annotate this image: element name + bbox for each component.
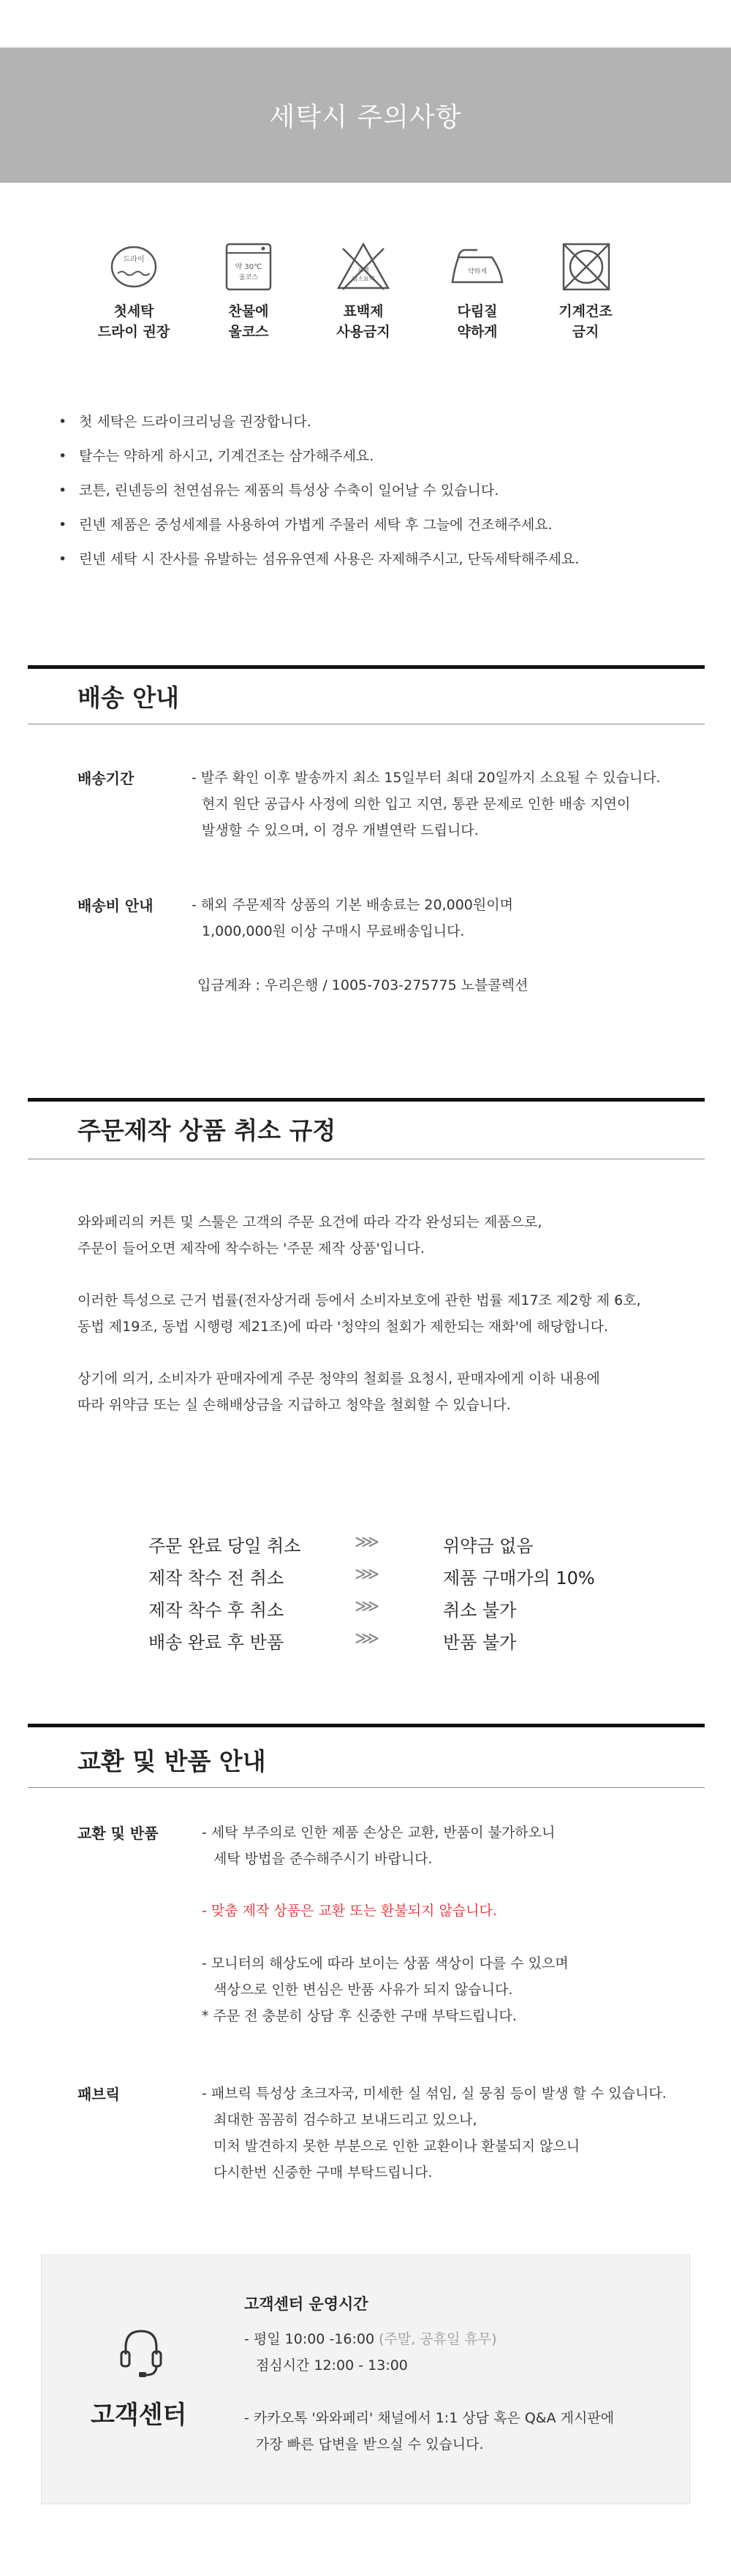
hand-wash-icon-text-1: 약 30℃ — [235, 263, 262, 271]
shipping-period-line: - 발주 확인 이후 발송까지 최소 15일부터 최대 20일까지 소요될 수 있습니다. — [192, 770, 661, 786]
arrow-icon: ⋙ — [355, 1564, 377, 1584]
exchange-line: 세탁 방법을 준수해주시기 바랍니다. — [213, 1851, 433, 1867]
care-label-line1: 표백제 — [343, 303, 384, 319]
fabric-line: 최대한 꼼꼼히 검수하고 보내드리고 있으나, — [213, 2112, 477, 2128]
headset-icon — [117, 2327, 165, 2381]
customer-center-label: 고객센터 — [91, 2401, 187, 2430]
dry-clean-icon-text: 드라이 — [123, 256, 145, 264]
dry-clean-icon — [105, 241, 163, 292]
no-bleach-icon-text-2: 염소표백 — [352, 276, 375, 282]
weekday-hours-text: - 평일 10:00 -16:00 — [244, 2331, 375, 2347]
monitor-line: * 주문 전 충분히 상담 후 신중한 구매 부탁드립니다. — [202, 2008, 517, 2024]
monitor-line: - 모니터의 해상도에 따라 보이는 상품 색상이 다를 수 있으며 — [202, 1955, 569, 1971]
arrow-icon: ⋙ — [355, 1628, 377, 1648]
cancel-rule-result: 제품 구매가의 10% — [443, 1568, 595, 1588]
care-note: • 탈수는 약하게 하시고, 기계건조는 삼가해주세요. — [58, 447, 374, 466]
care-label-line2: 금지 — [572, 324, 599, 340]
hand-wash-icon-text-2: 울코스 — [238, 274, 259, 281]
bank-account: 입금계좌 : 우리은행 / 1005-703-275775 노블콜렉션 — [197, 977, 529, 993]
cancel-paragraph-line: 동법 제19조, 동법 시행령 제21조)에 따라 '청약의 철회가 제한되는 재화'에 해당합니다. — [77, 1319, 609, 1335]
holiday-note: (주말, 공휴일 휴무) — [379, 2331, 497, 2347]
cancel-rule-result: 반품 불가 — [443, 1632, 517, 1653]
hours-title: 고객센터 운영시간 — [244, 2295, 368, 2313]
iron-low-icon — [448, 241, 507, 292]
cancel-rule-when: 제작 착수 후 취소 — [148, 1600, 284, 1621]
care-item-dry-clean — [83, 241, 185, 342]
page-header-banner — [0, 48, 731, 183]
shipping-period-line: 발생할 수 있으며, 이 경우 개별연락 드립니다. — [202, 822, 479, 838]
iron-icon-text: 약하게 — [467, 268, 488, 276]
shipping-fee-line: - 해외 주문제작 상품의 기본 배송료는 20,000원이며 — [192, 897, 513, 913]
cancel-rule-result: 위약금 없음 — [443, 1536, 534, 1556]
arrow-icon: ⋙ — [355, 1531, 377, 1552]
section-underline — [28, 1787, 705, 1788]
shipping-period-line: 현지 원단 공급사 사정에 의한 입고 지연, 통관 문제로 인한 배송 지연이 — [202, 796, 631, 812]
care-item-no-tumble-dry — [534, 241, 637, 342]
care-note: • 코튼, 린넨등의 천연섬유는 제품의 특성상 수축이 일어날 수 있습니다. — [58, 481, 499, 500]
cancel-paragraph-line: 와와페리의 커튼 및 스툴은 고객의 주문 요건에 따라 각각 완성되는 제품으로, — [77, 1214, 542, 1230]
care-note: • 린넨 세탁 시 잔사를 유발하는 섬유유연제 사용은 자제해주시고, 단독세탁해주세요. — [58, 550, 579, 569]
care-label-line2: 울코스 — [228, 324, 269, 340]
returns-title: 교환 및 반품 안내 — [77, 1747, 266, 1776]
hand-wash-icon — [219, 241, 278, 292]
kakao-line: - 카카오톡 '와와페리' 채널에서 1:1 상담 혹은 Q&A 게시판에 — [244, 2410, 615, 2426]
care-item-no-bleach — [312, 241, 414, 342]
cancel-paragraph-line: 이러한 특성으로 근거 법률(전자상거래 등에서 소비자보호에 관한 법률 제17조 제2항 제 6호, — [77, 1292, 641, 1308]
cancel-paragraph-line: 따라 위약금 또는 실 손해배상금을 지급하고 청약을 철회할 수 있습니다. — [77, 1397, 511, 1413]
section-divider — [28, 665, 705, 669]
cancel-paragraph-line: 상기에 의거, 소비자가 판매자에게 주문 청약의 철회를 요청시, 판매자에게 이하 내용에 — [77, 1371, 600, 1387]
shipping-period-label: 배송기간 — [77, 770, 135, 787]
shipping-fee-line: 1,000,000원 이상 구매시 무료배송입니다. — [202, 923, 465, 939]
care-label-line1: 기계건조 — [558, 303, 613, 319]
monitor-line: 색상으로 인한 변심은 반품 사유가 되지 않습니다. — [213, 1982, 513, 1998]
care-note: • 첫 세탁은 드라이크리닝을 권장합니다. — [58, 412, 311, 431]
custom-order-notice: - 맞춤 제작 상품은 교환 또는 환불되지 않습니다. — [202, 1903, 497, 1919]
no-bleach-icon — [334, 241, 393, 292]
cancel-paragraph-line: 주문이 들어오면 제작에 착수하는 '주문 제작 상품'입니다. — [77, 1240, 425, 1257]
no-tumble-dry-icon — [556, 241, 615, 292]
care-item-iron — [426, 241, 529, 342]
care-label-line1: 첫세탁 — [113, 303, 154, 319]
shipping-title: 배송 안내 — [77, 683, 180, 712]
cancel-rule-result: 취소 불가 — [443, 1600, 517, 1621]
fabric-line: - 패브릭 특성상 초크자국, 미세한 실 섞임, 실 뭉침 등이 발생 할 수 있습니다. — [202, 2086, 667, 2102]
care-note: • 린넨 제품은 중성세제를 사용하여 가볍게 주물러 세탁 후 그늘에 건조해주세요. — [58, 515, 553, 534]
section-divider — [28, 1724, 705, 1727]
cancel-rule-when: 배송 완료 후 반품 — [148, 1632, 284, 1653]
fabric-line: 미처 발견하지 못한 부분으로 인한 교환이나 환불되지 않으니 — [213, 2138, 580, 2154]
section-divider — [28, 1098, 705, 1102]
care-label-line2: 드라이 권장 — [97, 324, 170, 340]
lunch-hours: 점심시간 12:00 - 13:00 — [256, 2357, 408, 2374]
shipping-fee-label: 배송비 안내 — [77, 897, 154, 914]
page-title: 세탁시 주의사항 — [269, 102, 462, 132]
kakao-line: 가장 빠른 답변을 받으실 수 있습니다. — [256, 2436, 484, 2452]
arrow-icon: ⋙ — [355, 1596, 377, 1616]
cancel-rule-when: 제작 착수 전 취소 — [148, 1568, 284, 1588]
fabric-line: 다시한번 신중한 구매 부탁드립니다. — [213, 2164, 433, 2181]
cancel-title: 주문제작 상품 취소 규정 — [77, 1116, 336, 1145]
care-item-hand-wash — [197, 241, 300, 342]
care-label-line1: 다림질 — [457, 303, 498, 319]
exchange-label: 교환 및 반품 — [77, 1825, 159, 1842]
no-bleach-icon-text-1: 표백 — [357, 267, 369, 273]
exchange-line: - 세탁 부주의로 인한 제품 손상은 교환, 반품이 불가하오니 — [202, 1825, 556, 1841]
care-label-line2: 약하게 — [457, 324, 498, 340]
weekday-hours — [244, 2326, 497, 2352]
care-label-line2: 사용금지 — [336, 324, 390, 340]
care-label-line1: 찬물에 — [228, 303, 269, 319]
cancel-rule-when: 주문 완료 당일 취소 — [148, 1536, 301, 1556]
fabric-label: 패브릭 — [77, 2086, 120, 2103]
